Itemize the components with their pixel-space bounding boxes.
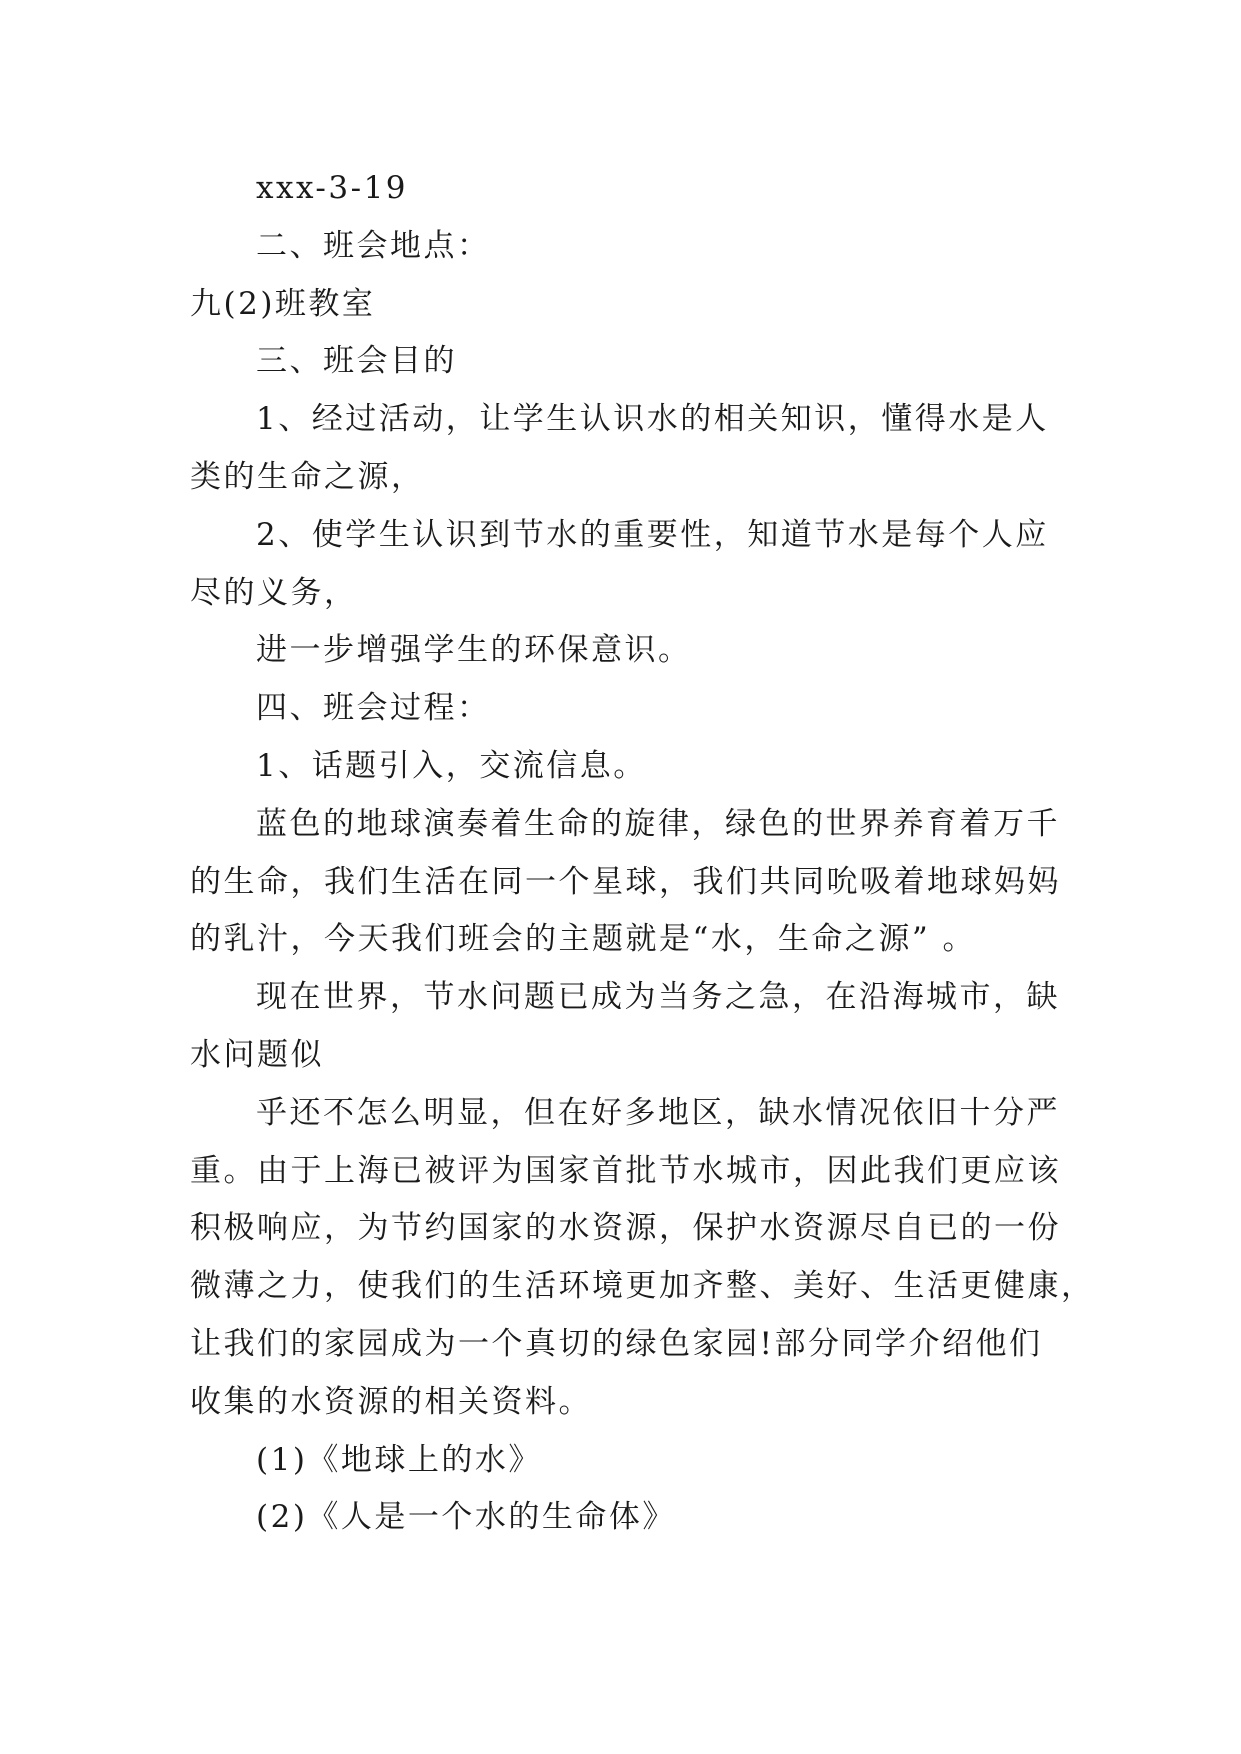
section-heading-process: 四、班会过程： (256, 690, 491, 727)
world-line-1: 现在世界，节水问题已成为当务之急，在沿海城市，缺 (256, 979, 1060, 1016)
world-line-2: 水问题似 (190, 1036, 324, 1073)
intro-line-2: 的生命，我们生活在同一个星球，我们共同吮吸着地球妈妈 (190, 863, 1061, 900)
intro-line-1: 蓝色的地球演奏着生命的旋律，绿色的世界养育着万千 (256, 805, 1060, 842)
goal-1-line-1: 1、经过活动，让学生认识水的相关知识，懂得水是人 (256, 401, 1049, 438)
step-1-line: 1、话题引入，交流信息。 (256, 747, 647, 784)
body-line-6: 收集的水资源的相关资料。 (190, 1383, 592, 1420)
body-line-3: 积极响应，为节约国家的水资源，保护水资源尽自已的一份 (190, 1210, 1061, 1247)
date-line: xxx-3-19 (256, 170, 409, 206)
document-body (190, 160, 1095, 1547)
body-line-2: 重。由于上海已被评为国家首批节水城市，因此我们更应该 (190, 1152, 1061, 1189)
section-heading-goals: 三、班会目的 (256, 343, 457, 380)
material-item-1: (1)《地球上的水》 (256, 1441, 542, 1478)
body-line-4: 微薄之力，使我们的生活环境更加齐整、美好、生活更健康， (190, 1268, 1095, 1305)
body-line-1: 乎还不怎么明显，但在好多地区，缺水情况依旧十分严 (256, 1094, 1060, 1131)
goal-3-line: 进一步增强学生的环保意识。 (256, 632, 692, 669)
location-text: 九(2)班教室 (190, 285, 376, 322)
intro-line-3: 的乳汁，今天我们班会的主题就是“水，生命之源” 。 (190, 921, 977, 958)
material-item-2: (2)《人是一个水的生命体》 (256, 1499, 676, 1536)
section-heading-location: 二、班会地点： (256, 227, 491, 264)
goal-1-line-2: 类的生命之源， (190, 458, 425, 495)
goal-2-line-1: 2、使学生认识到节水的重要性，知道节水是每个人应 (256, 516, 1049, 553)
goal-2-line-2: 尽的义务， (190, 574, 358, 611)
body-line-5: 让我们的家园成为一个真切的绿色家园!部分同学介绍他们 (190, 1325, 1043, 1362)
